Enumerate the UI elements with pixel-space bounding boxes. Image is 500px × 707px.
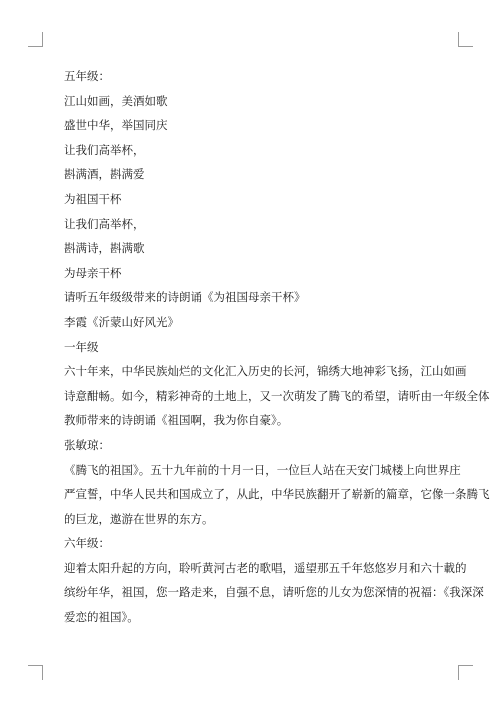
crop-mark-bottom-right	[458, 665, 473, 680]
paragraph-line: 六十年来，中华民族灿烂的文化汇入历史的长河，锦绣大地神彩飞扬，江山如画	[64, 364, 467, 379]
poem-line: 让我们高举杯，	[64, 216, 145, 231]
paragraph-line: 《腾飞的祖国》。五十九年前的十月一日，一位巨人站在天安门城楼上向世界庄	[64, 462, 461, 477]
paragraph-speaker	[64, 458, 490, 532]
poem-line: 斟满诗，斟满歌	[64, 241, 145, 256]
document-body	[64, 64, 490, 630]
paragraph-line: 的巨龙，遨游在世界的东方。	[64, 511, 214, 526]
poem-line: 让我们高举杯，	[64, 142, 145, 157]
paragraph-line: 缤纷年华，祖国，您一路走来，自强不息，请听您的儿女为您深情的祝福：《我深深	[64, 585, 484, 600]
poem-line: 为母亲干杯	[64, 265, 122, 280]
program-item: 李霞《沂蒙山好风光》	[64, 314, 179, 329]
crop-mark-bottom-left	[28, 665, 43, 680]
poem-line: 斟满酒，斟满爱	[64, 167, 145, 182]
paragraph-line: 教师带来的诗朗诵《祖国啊，我为你自豪》。	[64, 413, 289, 428]
poem-line: 盛世中华，举国同庆	[64, 118, 168, 133]
grade-five-heading: 五年级：	[64, 69, 110, 83]
crop-mark-top-left	[28, 32, 43, 47]
grade-six-heading: 六年级：	[64, 536, 110, 551]
paragraph-grade-six	[64, 556, 484, 630]
paragraph-line: 严宣誓，中华人民共和国成立了，从此，中华民族翻开了崭新的篇章，它像一条腾飞	[64, 487, 490, 502]
grade-one-heading: 一年级	[64, 339, 99, 354]
poem-line: 为祖国干杯	[64, 191, 122, 206]
paragraph-grade-one	[64, 359, 490, 433]
paragraph-line: 诗意酣畅。如今，精彩神奇的土地上，又一次萌发了腾飞的希望，请听由一年级全体	[64, 388, 490, 403]
speaker-name: 张敏琼：	[64, 437, 110, 452]
paragraph-line: 爱恋的祖国》。	[64, 610, 139, 625]
paragraph-line: 迎着太阳升起的方向，聆听黄河古老的歌唱，遥望那五千年悠悠岁月和六十載的	[64, 560, 467, 575]
program-intro: 请听五年级级带来的诗朗诵《为祖国母亲干杯》	[64, 290, 306, 305]
crop-mark-top-right	[458, 32, 473, 47]
poem-line: 江山如画，美酒如歌	[64, 93, 168, 108]
